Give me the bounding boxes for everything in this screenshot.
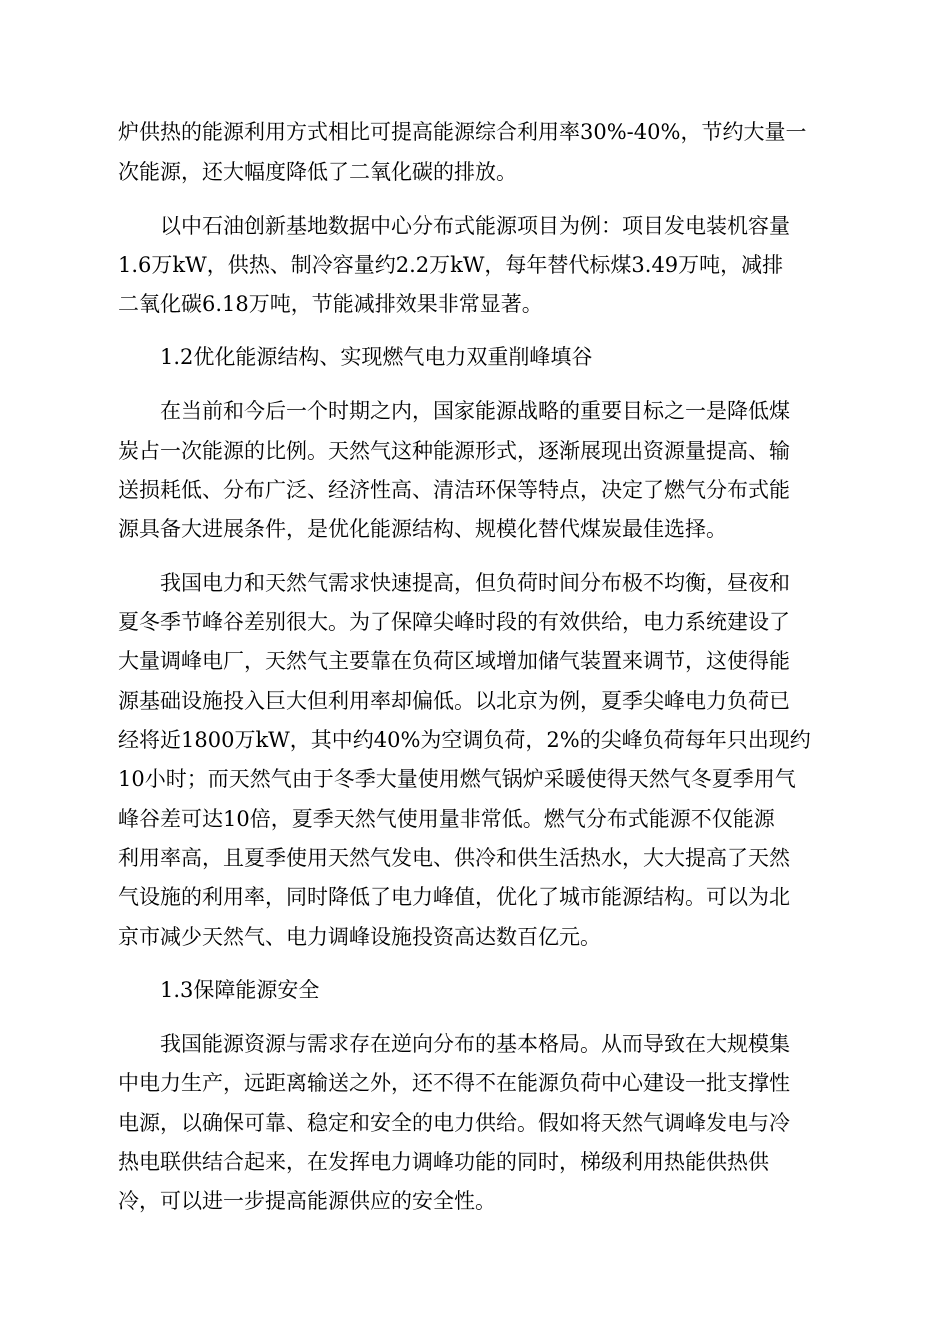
paragraph-3-line-2: 炭占一次能源的比例。天然气这种能源形式，逐渐展现出资源量提高、输 (118, 439, 790, 463)
paragraph-4-line-3: 大量调峰电厂，天然气主要靠在负荷区域增加储气装置来调节，这使得能 (118, 649, 790, 673)
paragraph-4-line-8: 利用率高，且夏季使用天然气发电、供冷和供生活热水，大大提高了天然 (118, 846, 790, 870)
paragraph-4-line-6: 10小时；而天然气由于冬季大量使用燃气锅炉采暖使得天然气冬夏季用气 (118, 767, 796, 791)
paragraph-4-line-1: 我国电力和天然气需求快速提高，但负荷时间分布极不均衡，昼夜和 (160, 571, 790, 595)
paragraph-4-line-7: 峰谷差可达10倍，夏季天然气使用量非常低。燃气分布式能源不仅能源 (118, 807, 775, 831)
paragraph-1-line-1: 炉供热的能源利用方式相比可提高能源综合利用率30%-40%，节约大量一 (118, 120, 807, 144)
paragraph-4-line-4: 源基础设施投入巨大但利用率却偏低。以北京为例，夏季尖峰电力负荷已 (118, 689, 790, 713)
paragraph-2-line-3: 二氧化碳6.18万吨，节能减排效果非常显著。 (118, 292, 543, 316)
paragraph-2-line-2: 1.6万kW，供热、制冷容量约2.2万kW，每年替代标煤3.49万吨，减排 (118, 253, 784, 277)
paragraph-5-line-3: 电源，以确保可靠、稳定和安全的电力供给。假如将天然气调峰发电与冷 (118, 1111, 790, 1135)
paragraph-5-line-5: 冷，可以进一步提高能源供应的安全性。 (118, 1189, 496, 1213)
paragraph-5-line-4: 热电联供结合起来，在发挥电力调峰功能的同时，梯级利用热能供热供 (118, 1150, 769, 1174)
paragraph-3-line-3: 送损耗低、分布广泛、经济性高、清洁环保等特点，决定了燃气分布式能 (118, 478, 790, 502)
section-heading-1-3: 1.3保障能源安全 (160, 978, 320, 1002)
paragraph-4-line-5: 经将近1800万kW，其中约40%为空调负荷，2%的尖峰负荷每年只出现约 (118, 728, 811, 752)
paragraph-4-line-2: 夏冬季节峰谷差别很大。为了保障尖峰时段的有效供给，电力系统建设了 (118, 610, 790, 634)
paragraph-1-line-2: 次能源，还大幅度降低了二氧化碳的排放。 (118, 160, 517, 184)
paragraph-4-line-10: 京市减少天然气、电力调峰设施投资高达数百亿元。 (118, 925, 601, 949)
paragraph-5-line-1: 我国能源资源与需求存在逆向分布的基本格局。从而导致在大规模集 (160, 1032, 790, 1056)
paragraph-4-line-9: 气设施的利用率，同时降低了电力峰值，优化了城市能源结构。可以为北 (118, 885, 790, 909)
paragraph-2-line-1: 以中石油创新基地数据中心分布式能源项目为例：项目发电装机容量 (160, 214, 790, 238)
paragraph-5-line-2: 中电力生产，远距离输送之外，还不得不在能源负荷中心建设一批支撑性 (118, 1071, 790, 1095)
paragraph-3-line-4: 源具备大进展条件，是优化能源结构、规模化替代煤炭最佳选择。 (118, 517, 727, 541)
paragraph-3-line-1: 在当前和今后一个时期之内，国家能源战略的重要目标之一是降低煤 (160, 399, 790, 423)
section-heading-1-2: 1.2优化能源结构、实现燃气电力双重削峰填谷 (160, 345, 593, 369)
